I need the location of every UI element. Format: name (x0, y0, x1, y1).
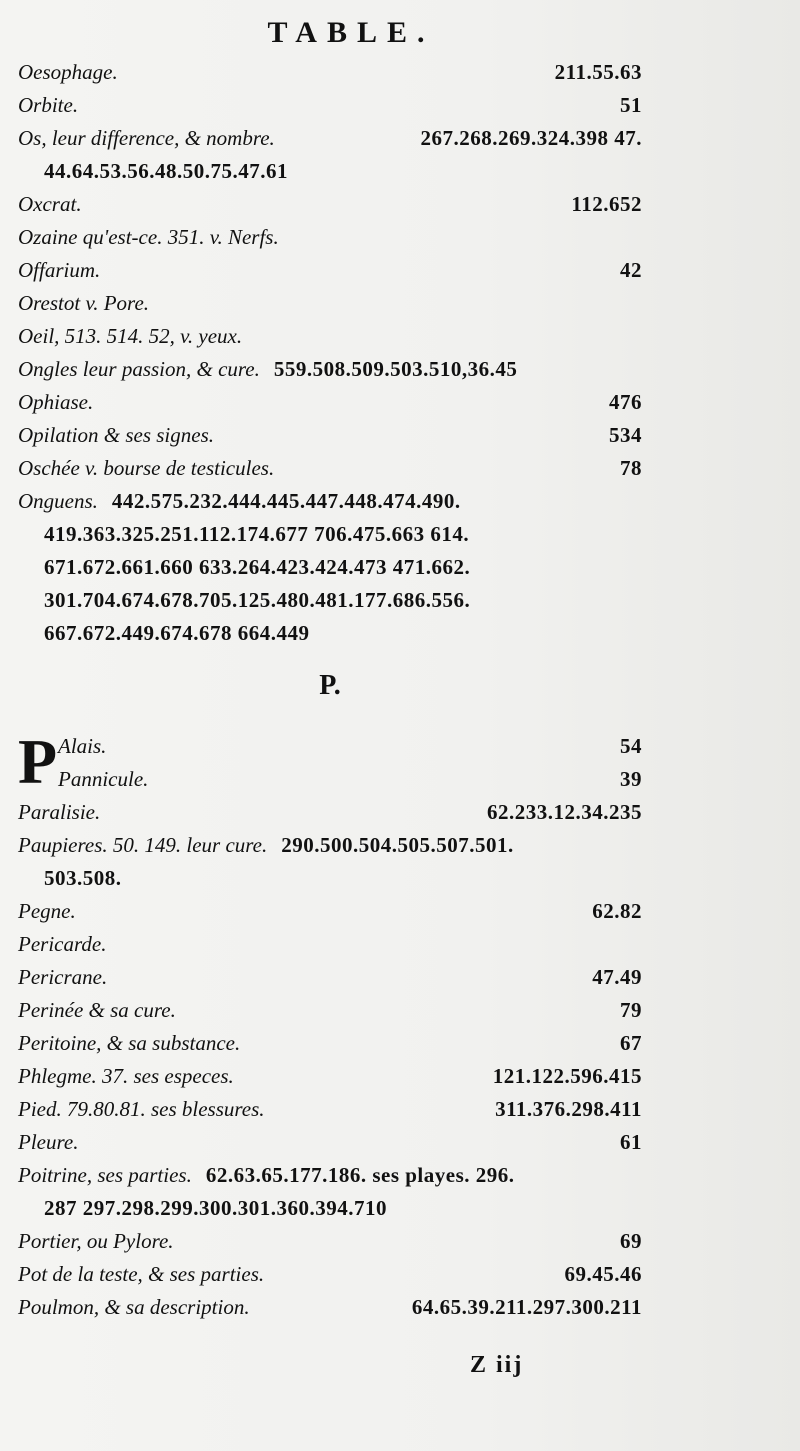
entry-term: Peritoine, & sa substance. (18, 1031, 241, 1055)
index-section-o (18, 56, 644, 650)
index-entry (18, 287, 642, 320)
entry-term: Orbite. (18, 93, 79, 117)
entry-page-refs: 62.233.12.34.235 (487, 800, 642, 824)
entry-term: Pericarde. (18, 932, 107, 956)
entry-page-refs: 476 (609, 390, 642, 414)
index-section-p (18, 796, 644, 1324)
entry-term: Pleure. (18, 1130, 79, 1154)
entry-page-refs: 42 (620, 258, 642, 282)
signature-mark: Z iij (470, 1352, 524, 1378)
entry-page-refs: 78 (620, 456, 642, 480)
entry-term: Offarium. (18, 258, 101, 282)
entry-page-refs: 311.376.298.411 (495, 1097, 642, 1121)
entry-continuation: 287 297.298.299.300.301.360.394.710 (44, 1196, 387, 1220)
entry-page-refs: 267.268.269.324.398 47. (420, 126, 642, 150)
index-entry (18, 254, 642, 287)
index-entry (18, 1027, 642, 1060)
index-entry (18, 386, 642, 419)
entry-page-refs: 290.500.504.505.507.501. (281, 833, 514, 857)
entry-term: Alais. (58, 734, 107, 758)
entry-term: Ongles leur passion, & cure. (18, 357, 260, 381)
index-entry (18, 122, 642, 155)
running-head: TABLE. (267, 16, 435, 49)
entry-page-refs: 112.652 (571, 192, 642, 216)
entry-term: Paralisie. (18, 800, 101, 824)
entry-term: Orestot v. Pore. (18, 291, 150, 315)
entry-continuation: 671.672.661.660 633.264.423.424.473 471.662. (44, 555, 471, 579)
entry-term: Poitrine, ses parties. (18, 1163, 192, 1187)
entry-term: Pied. 79.80.81. ses blessures. (18, 1097, 265, 1121)
index-entry (18, 928, 642, 961)
entry-term: Pot de la teste, & ses parties. (18, 1262, 265, 1286)
entry-continuation: 301.704.674.678.705.125.480.481.177.686.556. (44, 588, 471, 612)
index-section-p-drop (18, 726, 644, 797)
index-entry (18, 796, 642, 829)
entry-term: Ozaine qu'est-ce. 351. v. Nerfs. (18, 225, 279, 249)
entry-page-refs: 121.122.596.415 (492, 1064, 642, 1088)
entry-term: Portier, ou Pylore. (18, 1229, 174, 1253)
index-entry (18, 1060, 642, 1093)
index-entry (18, 221, 642, 254)
dropcap-block (18, 726, 644, 797)
index-entry (18, 188, 642, 221)
entry-term: Oschée v. bourse de testicules. (18, 456, 275, 480)
drop-capital: P (18, 726, 58, 797)
entry-term: Oxcrat. (18, 192, 82, 216)
entry-continuation: 503.508. (44, 866, 122, 890)
index-entry (18, 320, 642, 353)
index-entry (18, 419, 642, 452)
entry-page-refs: 559.508.509.503.510,36.45 (273, 357, 518, 381)
index-entry (18, 353, 642, 386)
entry-continuation: 667.672.449.674.678 664.449 (44, 621, 310, 645)
entry-page-refs: 51 (620, 93, 642, 117)
entry-page-refs: 47.49 (592, 965, 642, 989)
entry-term: Paupieres. 50. 149. leur cure. (18, 833, 268, 857)
index-entry (18, 452, 642, 485)
index-entry (18, 730, 642, 763)
entry-page-refs: 442.575.232.444.445.447.448.474.490. (111, 489, 461, 513)
entry-page-refs: 79 (620, 998, 642, 1022)
index-entry (18, 994, 642, 1027)
entry-page-refs: 534 (609, 423, 642, 447)
index-entry (18, 961, 642, 994)
entry-page-refs: 69 (620, 1229, 642, 1253)
entry-continuation: 419.363.325.251.112.174.677 706.475.663 614. (44, 522, 470, 546)
entry-page-refs: 54 (620, 734, 642, 758)
index-entry (18, 1126, 642, 1159)
index-entry (18, 485, 642, 518)
entry-page-refs: 39 (620, 767, 642, 791)
index-entry (18, 1159, 642, 1192)
entry-page-refs: 211.55.63 (554, 60, 642, 84)
entry-page-refs: 62.82 (592, 899, 642, 923)
entry-term: Pericrane. (18, 965, 108, 989)
entry-page-refs: 62.63.65.177.186. ses playes. 296. (205, 1163, 515, 1187)
entry-term: Pegne. (18, 899, 76, 923)
index-entry (18, 1258, 642, 1291)
entry-term: Oeil, 513. 514. 52, v. yeux. (18, 324, 243, 348)
index-entry (18, 1291, 642, 1324)
entry-term: Onguens. (18, 489, 98, 513)
entry-term: Pannicule. (58, 767, 149, 791)
index-entry (18, 56, 642, 89)
index-entry (18, 895, 642, 928)
index-entry (18, 1093, 642, 1126)
index-entry (18, 89, 642, 122)
section-letter: P. (319, 670, 341, 701)
entry-term: Oesophage. (18, 60, 118, 84)
index-entry (18, 829, 642, 862)
entry-term: Phlegme. 37. ses especes. (18, 1064, 234, 1088)
entry-continuation: 44.64.53.56.48.50.75.47.61 (44, 159, 288, 183)
entry-term: Ophiase. (18, 390, 94, 414)
entry-term: Perinée & sa cure. (18, 998, 176, 1022)
entry-page-refs: 61 (620, 1130, 642, 1154)
entry-page-refs: 67 (620, 1031, 642, 1055)
entry-page-refs: 69.45.46 (564, 1262, 642, 1286)
index-entry (18, 1225, 642, 1258)
entry-page-refs: 64.65.39.211.297.300.211 (411, 1295, 642, 1319)
entry-term: Os, leur difference, & nombre. (18, 126, 275, 150)
entry-term: Opilation & ses signes. (18, 423, 215, 447)
entry-term: Poulmon, & sa description. (18, 1295, 250, 1319)
index-entry (18, 763, 642, 796)
